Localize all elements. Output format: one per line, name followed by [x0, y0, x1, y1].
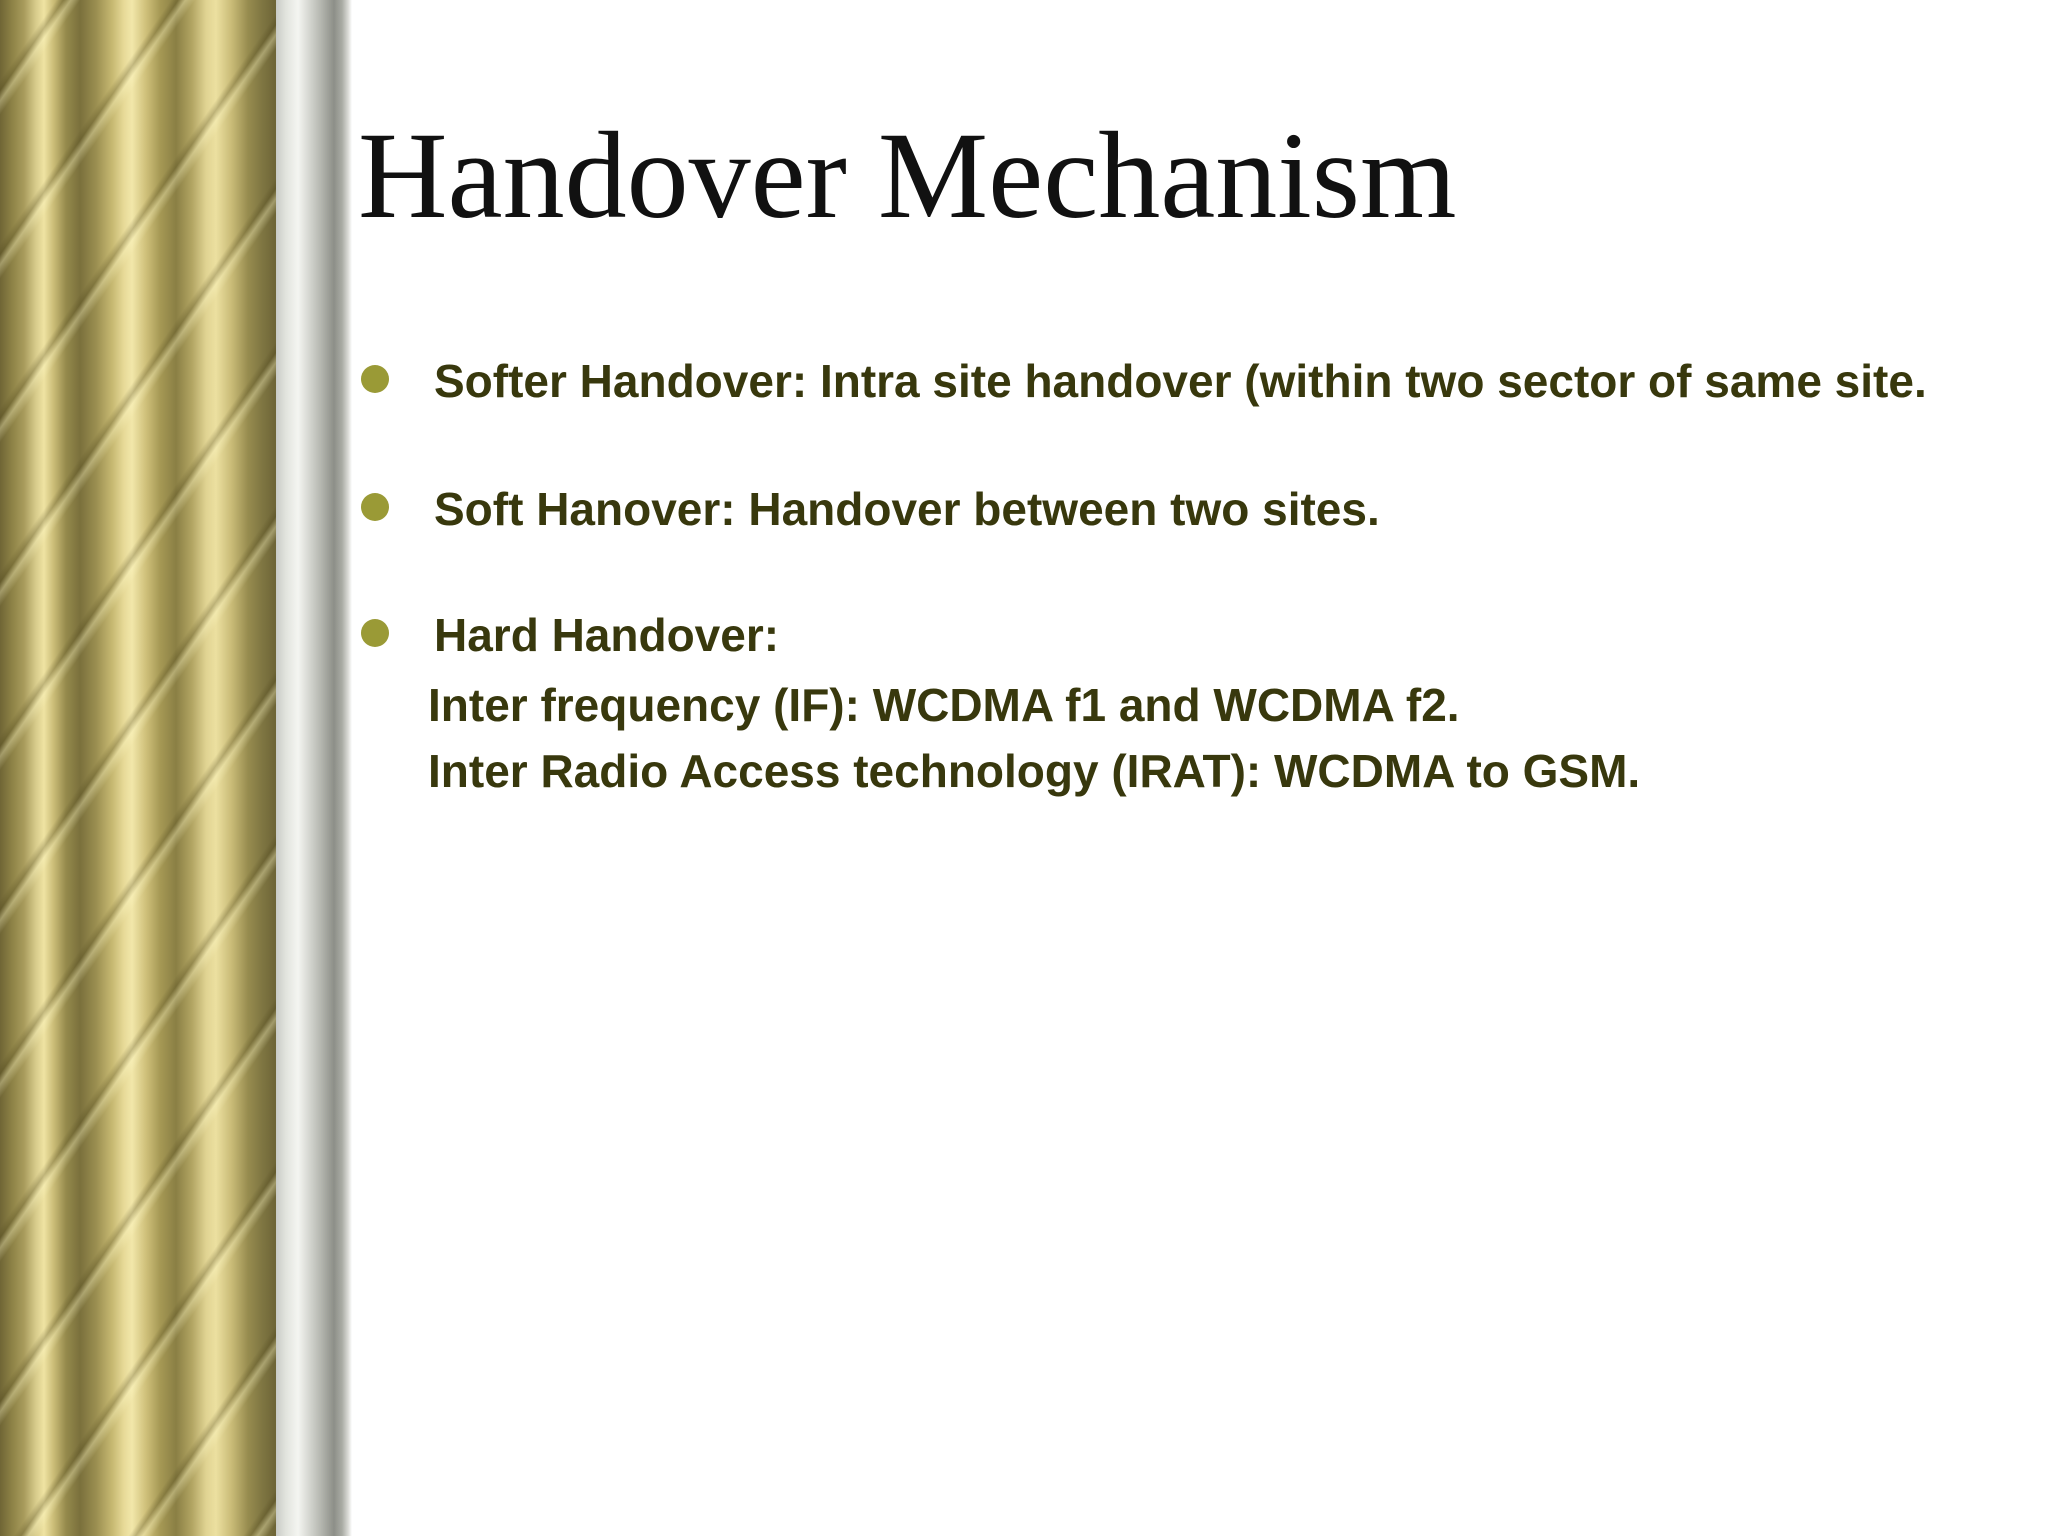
pillar-shadow [276, 0, 352, 1536]
bullet-text: Softer Handover: Intra site handover (within two sector of same site. [434, 355, 1927, 407]
decorative-gold-pillar [0, 0, 276, 1536]
bullet-text: Hard Handover: [434, 609, 780, 661]
bullet-dot-icon [361, 619, 389, 647]
bullet-text: Soft Hanover: Handover between two sites. [434, 483, 1380, 535]
sub-line-irat: Inter Radio Access technology (IRAT): WCDMA to GSM. [428, 745, 1641, 797]
sub-line-inter-frequency: Inter frequency (IF): WCDMA f1 and WCDMA f2. [428, 679, 1460, 731]
bullet-item-soft-handover [352, 480, 2012, 538]
bullet-dot-icon [361, 365, 389, 393]
slide-content [352, 0, 2032, 1536]
bullet-dot-icon [361, 493, 389, 521]
bullet-item-hard-handover [352, 606, 2012, 664]
slide-title: Handover Mechanism [358, 107, 1457, 244]
bullet-list [352, 352, 2012, 800]
bullet-item-softer-handover [352, 352, 2012, 410]
